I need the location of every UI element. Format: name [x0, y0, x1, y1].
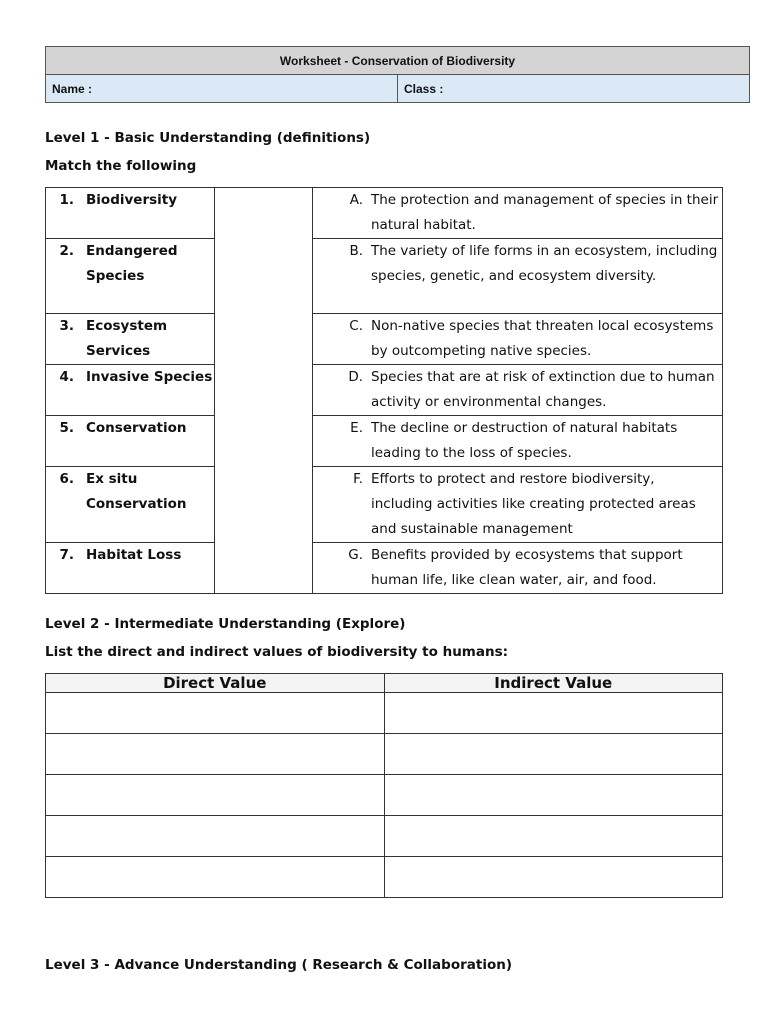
term-number: 4.	[59, 369, 74, 385]
direct-value-cell[interactable]	[46, 734, 385, 775]
table-row	[46, 857, 723, 898]
definition-letter: F.	[353, 471, 363, 487]
direct-value-cell[interactable]	[46, 775, 385, 816]
definition-text: The decline or destruction of natural habitats leading to the loss of species.	[371, 420, 678, 461]
definition-letter: E.	[350, 420, 363, 436]
definition-cell	[313, 365, 723, 416]
definition-cell	[313, 188, 723, 239]
term-number: 2.	[59, 243, 74, 259]
definition-text: Non-native species that threaten local ecosystems by outcompeting native species.	[371, 318, 714, 359]
indirect-value-cell[interactable]	[384, 775, 723, 816]
definition-cell	[313, 543, 723, 594]
level2-heading: Level 2 - Intermediate Understanding (Explore)	[45, 616, 406, 632]
term-cell	[46, 467, 215, 543]
term-cell	[46, 365, 215, 416]
table-row	[46, 775, 723, 816]
term-cell	[46, 239, 215, 314]
indirect-value-cell[interactable]	[384, 693, 723, 734]
direct-value-header: Direct Value	[46, 674, 385, 693]
term-text: Invasive Species	[86, 369, 213, 385]
definition-text: Benefits provided by ecosystems that support human life, like clean water, air, and food.	[371, 547, 683, 588]
term-text: Ex situ Conservation	[86, 471, 187, 512]
term-cell	[46, 543, 215, 594]
values-table	[45, 673, 723, 898]
table-row	[46, 816, 723, 857]
class-field[interactable]: Class :	[398, 75, 750, 103]
direct-value-cell[interactable]	[46, 693, 385, 734]
indirect-value-cell[interactable]	[384, 734, 723, 775]
direct-value-cell[interactable]	[46, 816, 385, 857]
term-cell	[46, 314, 215, 365]
definition-cell	[313, 467, 723, 543]
definition-text: The protection and management of species in their natural habitat.	[371, 192, 719, 233]
table-row	[46, 693, 723, 734]
indirect-value-cell[interactable]	[384, 816, 723, 857]
definition-letter: C.	[349, 318, 363, 334]
term-text: Biodiversity	[86, 192, 178, 208]
definition-cell	[313, 416, 723, 467]
level2-subheading: List the direct and indirect values of biodiversity to humans:	[45, 644, 509, 660]
term-number: 1.	[59, 192, 74, 208]
term-number: 7.	[59, 547, 74, 563]
level1-heading: Level 1 - Basic Understanding (definitions)	[45, 130, 371, 146]
table-row	[46, 734, 723, 775]
definition-cell	[313, 239, 723, 314]
term-number: 3.	[59, 318, 74, 334]
definition-letter: D.	[348, 369, 363, 385]
direct-value-cell[interactable]	[46, 857, 385, 898]
name-field[interactable]: Name :	[46, 75, 398, 103]
indirect-value-cell[interactable]	[384, 857, 723, 898]
term-number: 5.	[59, 420, 74, 436]
term-cell	[46, 188, 215, 239]
definition-letter: A.	[349, 192, 363, 208]
definition-text: The variety of life forms in an ecosystem, including species, genetic, and ecosystem diversity.	[371, 243, 718, 284]
worksheet-header-table	[45, 46, 750, 103]
term-text: Ecosystem Services	[86, 318, 168, 359]
level1-subheading: Match the following	[45, 158, 197, 174]
definition-letter: B.	[349, 243, 363, 259]
worksheet-title: Worksheet - Conservation of Biodiversity	[46, 47, 750, 75]
term-text: Conservation	[86, 420, 187, 436]
definition-text: Species that are at risk of extinction due to human activity or environmental changes.	[371, 369, 715, 410]
term-text: Habitat Loss	[86, 547, 182, 563]
level3-heading: Level 3 - Advance Understanding ( Research & Collaboration)	[45, 957, 513, 973]
indirect-value-header: Indirect Value	[384, 674, 723, 693]
term-cell	[46, 416, 215, 467]
match-table	[45, 187, 723, 594]
term-number: 6.	[59, 471, 74, 487]
term-text: Endangered Species	[86, 243, 178, 284]
answer-blank-column[interactable]	[215, 188, 313, 594]
definition-text: Efforts to protect and restore biodiversity, including activities like creating protected areas and sustainable management	[371, 471, 696, 537]
definition-cell	[313, 314, 723, 365]
definition-letter: G.	[348, 547, 363, 563]
